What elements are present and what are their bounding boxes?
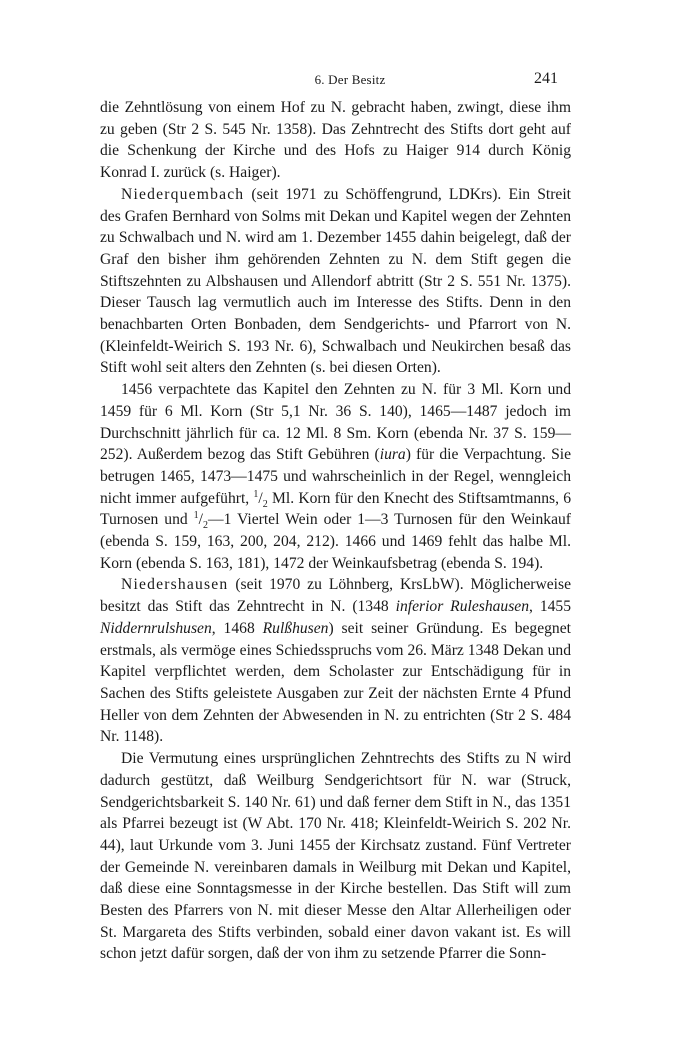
text-run: / <box>258 489 263 507</box>
text-run: , 1468 <box>211 619 263 637</box>
fraction-numerator: 1 <box>253 488 259 500</box>
paragraph <box>100 748 571 965</box>
paragraph <box>100 574 571 748</box>
body-text <box>100 97 571 965</box>
text-run: (seit 1971 zu Schöffengrund, LDKrs). Ein Streit des Grafen Bernhard von Solms mit Dekan und Kapitel wegen der Zehnten zu Schwalbach und N. wird am 1. Dezember 1455 dahin beigelegt, daß der Graf den bisher ihm gehörenden Zehnten zu N. dem Stift gegen die Stiftszehnten zu Albshausen und Allendorf abtritt (Str 2 S. 551 Nr. 1375). Dieser Tausch lag vermutlich auch im Interesse des Stifts. Denn in den benachbarten Orten Bonbaden, dem Sendgerichts- und Pfarrort von N. (Kleinfeldt-Weirich S. 193 Nr. 6), Schwalbach und Neukirchen besaß das Stift wohl seit alters den Zehnten (s. bei diesen Orten). <box>100 185 571 377</box>
fraction-numerator: 1 <box>193 510 199 522</box>
text-run: Ml. Korn für den Knecht des Stiftsamtmanns, 6 Turnosen und <box>100 489 571 529</box>
place-name: Niedershausen <box>121 576 229 594</box>
page-number: 241 <box>534 70 558 87</box>
italic-text: Rulßhusen <box>262 619 329 637</box>
text-run: ) seit seiner Gründung. Es begegnet erstmals, als vermöge eines Schiedsspruchs vom 26. März 1348 Dekan und Kapitel verpflichtet werden, dem Scholaster zur Entschädigung für in Sachen des Stifts geleistete Ausgaben zur Zeit der nächsten Ernte 4 Pfund Heller von dem Zehnten der Abwesenden in N. zu entrichten (Str 2 S. 484 Nr. 1148). <box>100 619 571 746</box>
paragraph <box>100 379 571 574</box>
fraction-denominator: 2 <box>262 498 268 510</box>
italic-text: iura <box>379 446 406 464</box>
text-run: 1456 verpachtete das Kapitel den Zehnten zu N. für 3 Ml. Korn und 1459 für 6 Ml. Korn (Str 5,1 Nr. 36 S. 140), 1465—1487 jedoch im Durchschnitt jährlich für ca. 12 Ml. 8 Sm. Korn (ebenda Nr. 37 S. 159—252). Außerdem bezog das Stift Gebühren ( <box>100 381 571 464</box>
italic-text: inferior Ruleshausen <box>395 598 530 616</box>
running-head <box>0 70 700 90</box>
fraction-denominator: 2 <box>203 520 209 532</box>
italic-text: Niddernrulshusen <box>100 619 212 637</box>
running-title: 6. Der Besitz <box>314 72 386 87</box>
paragraph <box>100 97 571 184</box>
text-run: / <box>198 511 204 529</box>
paragraph <box>100 184 571 379</box>
text-run: —1 Viertel Wein oder 1—3 Turnosen für den Weinkauf (ebenda S. 159, 163, 200, 204, 212). 1466 und 1469 fehlt das halbe Ml. Korn (ebenda S. 163, 181), 1472 der Weinkaufsbetrag (ebenda S. 194). <box>100 511 571 572</box>
place-name: Niederquembach <box>121 185 245 203</box>
text-run: Die Vermutung eines ursprünglichen Zehntrechts des Stifts zu N wird dadurch gestützt, daß Weilburg Sendgerichtsort für N. war (Struck, Sendgerichtsbarkeit S. 140 Nr. 61) und daß ferner dem Stift in N., das 1351 als Pfarrei bezeugt ist (W Abt. 170 Nr. 418; Kleinfeldt-Weirich S. 202 Nr. 44), laut Urkunde vom 3. Juni 1455 der Kirchsatz zustand. Fünf Vertreter der Gemeinde N. vereinbaren damals in Weilburg mit Dekan und Kapitel, daß diese eine Sonntagsmesse in der Kirche bestellen. Das Stift will zum Besten des Pfarrers von N. mit dieser Messe den Altar Allerheiligen oder St. Margareta des Stifts verbinden, sobald einer davon vakant ist. Es will schon jetzt dafür sorgen, daß der von ihm zu setzende Pfarrer die Sonn- <box>100 750 571 963</box>
text-run: , 1455 <box>529 598 572 616</box>
text-run: (seit 1970 zu Löhnberg, KrsLbW). Möglicherweise besitzt das Stift das Zehntrecht in N. (1348 <box>100 576 571 616</box>
text-run: die Zehntlösung von einem Hof zu N. gebracht haben, zwingt, diese ihm zu geben (Str 2 S. 545 Nr. 1358). Das Zehntrecht des Stifts dort geht auf die Schenkung der Kirche und des Hofs zu Haiger 914 durch König Konrad I. zurück (s. Haiger). <box>100 99 571 182</box>
text-run: ) für die Verpachtung. Sie betrugen 1465, 1473—1475 und wahrscheinlich in der Regel, wenngleich nicht immer aufgeführt, <box>100 446 571 507</box>
